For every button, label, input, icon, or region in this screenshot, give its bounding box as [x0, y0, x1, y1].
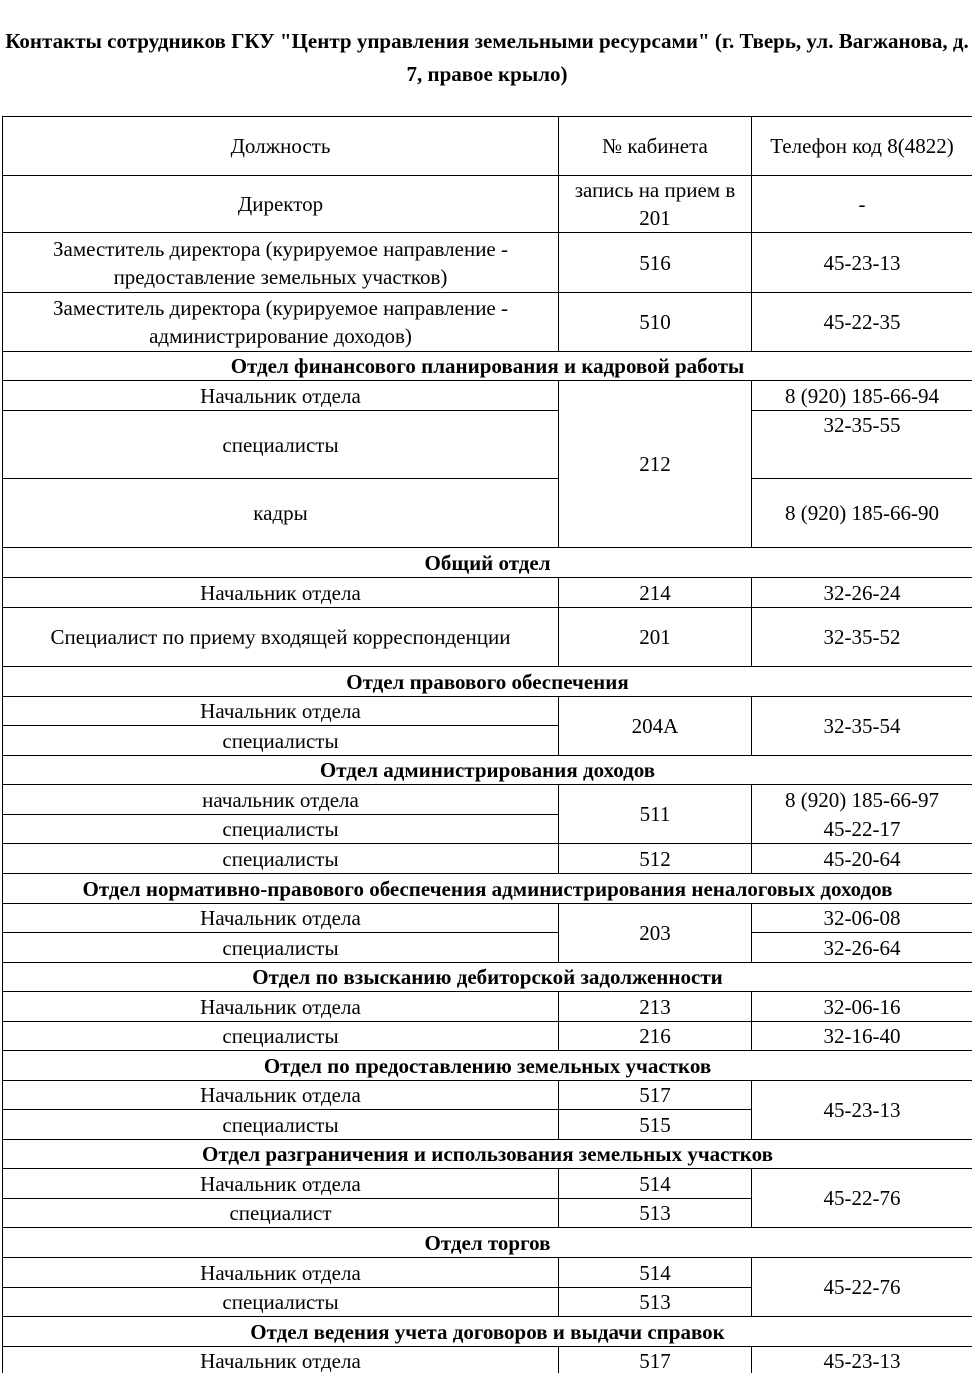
phone-cell: 8 (920) 185-66-94 [752, 381, 973, 411]
position-cell: специалисты [3, 844, 559, 874]
table-row [3, 176, 973, 233]
section-header-row [3, 548, 973, 578]
phone-cell: 45-22-17 [752, 815, 973, 844]
phone-cell: 45-23-13 [752, 1081, 973, 1140]
room-cell: 514 [559, 1258, 752, 1288]
table-row [3, 233, 973, 293]
phone-cell: 8 (920) 185-66-90 [752, 479, 973, 548]
section-title: Отдел правового обеспечения [3, 667, 973, 697]
room-cell: 512 [559, 844, 752, 874]
phone-cell: 32-26-24 [752, 578, 973, 608]
room-cell: 514 [559, 1169, 752, 1199]
contacts-table [2, 116, 972, 1373]
room-cell: запись на прием в 201 [559, 176, 752, 233]
section-title: Отдел ведения учета договоров и выдачи справок [3, 1317, 973, 1347]
table-row [3, 578, 973, 608]
section-header-row [3, 756, 973, 785]
table-row [3, 697, 973, 726]
phone-cell: 32-16-40 [752, 1022, 973, 1051]
room-cell: 517 [559, 1081, 752, 1110]
section-title: Отдел администрирования доходов [3, 756, 973, 785]
section-header-row [3, 1051, 973, 1081]
table-row [3, 933, 973, 963]
table-row [3, 1258, 973, 1288]
phone-cell: 45-22-76 [752, 1258, 973, 1317]
table-row [3, 1347, 973, 1373]
room-cell: 513 [559, 1288, 752, 1317]
room-cell: 216 [559, 1022, 752, 1051]
section-header-row [3, 352, 973, 381]
room-cell: 511 [559, 785, 752, 844]
phone-cell: 32-35-54 [752, 697, 973, 756]
position-cell: специалисты [3, 726, 559, 756]
section-title: Отдел разграничения и использования земельных участков [3, 1140, 973, 1169]
room-cell: 513 [559, 1199, 752, 1228]
position-cell: Начальник отдела [3, 904, 559, 933]
section-header-row [3, 874, 973, 904]
position-cell: специалисты [3, 1110, 559, 1140]
section-title: Отдел торгов [3, 1228, 973, 1258]
table-row [3, 479, 973, 548]
position-cell: Начальник отдела [3, 578, 559, 608]
room-cell: 510 [559, 293, 752, 352]
section-title: Отдел по предоставлению земельных участков [3, 1051, 973, 1081]
position-cell: Директор [3, 176, 559, 233]
room-cell: 201 [559, 608, 752, 667]
phone-cell: 45-22-76 [752, 1169, 973, 1228]
position-cell: кадры [3, 479, 559, 548]
position-cell: Начальник отдела [3, 1347, 559, 1373]
header-row [3, 117, 973, 176]
phone-cell: 8 (920) 185-66-97 [752, 785, 973, 815]
position-cell: специалисты [3, 933, 559, 963]
section-title: Общий отдел [3, 548, 973, 578]
phone-cell: 45-22-35 [752, 293, 973, 352]
position-cell: Начальник отдела [3, 1081, 559, 1110]
table-row [3, 381, 973, 411]
table-row [3, 815, 973, 844]
room-cell: 204А [559, 697, 752, 756]
phone-cell: 45-23-13 [752, 1347, 973, 1373]
position-cell: специалисты [3, 1288, 559, 1317]
section-header-row [3, 1317, 973, 1347]
room-cell: 515 [559, 1110, 752, 1140]
room-cell: 517 [559, 1347, 752, 1373]
table-row [3, 844, 973, 874]
section-title: Отдел финансового планирования и кадровой работы [3, 352, 973, 381]
column-header-position: Должность [3, 117, 559, 176]
room-cell: 212 [559, 381, 752, 548]
section-title: Отдел по взысканию дебиторской задолженности [3, 963, 973, 992]
section-header-row [3, 1228, 973, 1258]
position-cell: специалисты [3, 1022, 559, 1051]
table-row [3, 293, 973, 352]
position-cell: Начальник отдела [3, 381, 559, 411]
table-row [3, 992, 973, 1022]
phone-cell: 32-26-64 [752, 933, 973, 963]
position-cell: специалисты [3, 411, 559, 479]
position-cell: Заместитель директора (курируемое направление - предоставление земельных участков) [3, 233, 559, 293]
room-cell: 516 [559, 233, 752, 293]
phone-cell: 32-06-08 [752, 904, 973, 933]
table-row [3, 1081, 973, 1110]
table-row [3, 608, 973, 667]
position-cell: начальник отдела [3, 785, 559, 815]
phone-cell: 32-35-55 [752, 411, 973, 479]
column-header-room: № кабинета [559, 117, 752, 176]
position-cell: Специалист по приему входящей корреспонденции [3, 608, 559, 667]
table-row [3, 411, 973, 479]
position-cell: специалисты [3, 815, 559, 844]
column-header-phone: Телефон код 8(4822) [752, 117, 973, 176]
room-cell: 214 [559, 578, 752, 608]
position-cell: Начальник отдела [3, 1258, 559, 1288]
section-title: Отдел нормативно-правового обеспечения администрирования неналоговых доходов [3, 874, 973, 904]
phone-cell: 32-06-16 [752, 992, 973, 1022]
phone-cell: 45-23-13 [752, 233, 973, 293]
document-title: Контакты сотрудников ГКУ "Центр управления земельными ресурсами" (г. Тверь, ул. Вагжанова, д. 7, правое крыло) [5, 29, 969, 86]
table-row [3, 1022, 973, 1051]
table-row [3, 1169, 973, 1199]
room-cell: 213 [559, 992, 752, 1022]
phone-cell: - [752, 176, 973, 233]
position-cell: Начальник отдела [3, 697, 559, 726]
section-header-row [3, 963, 973, 992]
phone-cell: 32-35-52 [752, 608, 973, 667]
table-row [3, 785, 973, 815]
table-row [3, 904, 973, 933]
room-cell: 203 [559, 904, 752, 963]
section-header-row [3, 667, 973, 697]
position-cell: специалист [3, 1199, 559, 1228]
position-cell: Начальник отдела [3, 1169, 559, 1199]
position-cell: Заместитель директора (курируемое направление - администрирование доходов) [3, 293, 559, 352]
contacts-table-container [2, 116, 972, 1373]
section-header-row [3, 1140, 973, 1169]
phone-cell: 45-20-64 [752, 844, 973, 874]
position-cell: Начальник отдела [3, 992, 559, 1022]
